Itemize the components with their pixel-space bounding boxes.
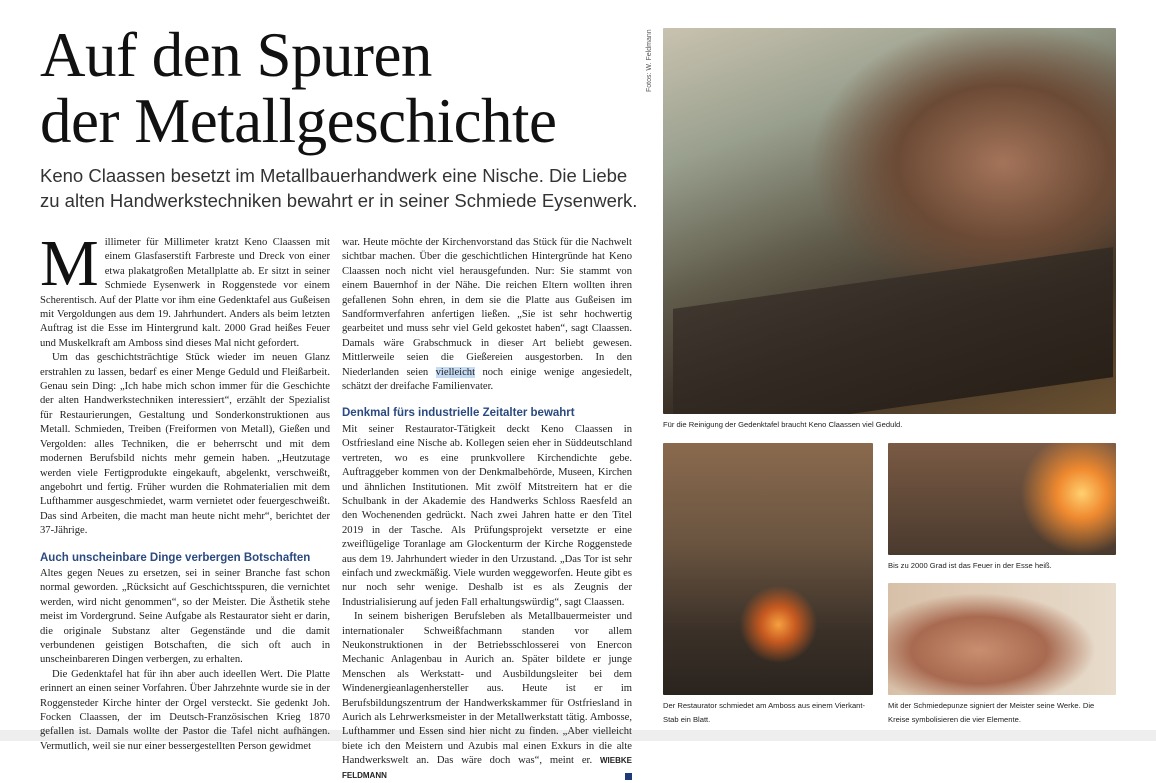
photo-anvil xyxy=(663,443,873,695)
caption-main: Für die Reinigung der Gedenktafel braucht Keno Claassen viel Geduld. xyxy=(663,420,903,429)
paragraph: Mit seiner Restaurator-Tätigkeit deckt Keno Claassen in Ostfriesland eine Nische ab. Kollegen seien eher in Süddeutschland vertreten, wo es eine prunkvollere Kirchendichte gebe. Auftraggeber kommen von der Denkmalbehörde, Museen, Kirchen und ähnlichen Institutionen. Mit zwölf Mitstreitern hat er die Schulbank in der Akademie des Handwerks Schloss Raesfeld an den Wochenenden gedrückt. Nach zwei Jahren hatte er den Titel 2019 in der Tasche. Als Prüfungsprojekt versetzte er eine zweiflügelige Toranlage am Glockenturm der Kirche Roggenstede aus dem 19. Jahrhundert wieder in den Urzustand. „Das Tor ist sehr einfach und zweckmäßig. Viele wurden weggeworfen. Heute gibt es nur noch sehr wenige. Deshalb ist es als Zeugnis der Industrialisierung auf jeden Fall erhaltungswürdig“, sagt Claassen. xyxy=(342,423,632,608)
article-column-2 xyxy=(342,236,632,783)
photo-forge xyxy=(888,443,1116,555)
paragraph xyxy=(342,236,632,394)
caption-anvil: Der Restaurator schmiedet am Amboss aus einem Vierkant-Stab ein Blatt. xyxy=(663,701,866,724)
paragraph-text: In seinem bisherigen Berufsleben als Metallbauermeister und internationaler Schweißfachmann standen vor allem Neukonstruktionen in der Betriebsschlosserei von Enercon Mechanic Anlagenbau in Aurich an. Später bildete er junge Menschen als Werkstatt- und Ausbildungsleiter bei dem Windenergieanlagenhersteller aus. Heute ist er im Berufsbildungszentrum der Handwerkskammer für Ostfriesland in Aurich als Lehrwerksmeister in der Metallwerkstatt tätig. Ambosse, Lufthammer und Essen sind hier nicht zu finden. „Aber vielleicht biete ich den Meistern und Azubis mal einen Exkurs in die alte Handwerkswelt an. Das wäre doch was“, meint er. xyxy=(342,611,632,767)
author-byline: WIEBKE FELDMANN xyxy=(342,756,632,780)
photo-main-gedenktafel xyxy=(663,28,1116,414)
caption-punch: Mit der Schmiedepunze signiert der Meister seine Werke. Die Kreise symbolisieren die vier Elemente. xyxy=(888,701,1095,724)
end-mark-icon xyxy=(625,773,632,780)
memorial-plaque-image xyxy=(673,247,1113,414)
paragraph-text: noch einige wenige angesiedelt, schätzt der dreifache Familienvater. xyxy=(342,366,632,393)
paragraph xyxy=(342,610,632,783)
caption-forge: Bis zu 2000 Grad ist das Feuer in der Esse heiß. xyxy=(888,561,1052,570)
section-heading: Auch unscheinbare Dinge verbergen Botschaften xyxy=(40,551,311,564)
article-column-1 xyxy=(40,227,330,754)
paragraph-text: war. Heute möchte der Kirchenvorstand das Stück für die Nachwelt sichtbar machen. Über die geschichtlichen Hintergründe hat Keno Claassen noch nicht viel herausgefunden. Nur: Sie stammt von einem Bauernhof in der Nähe. Die reichen Eltern wollten ihren gefallenen Sohn ehren, in dem sie die Platte aus Gußeisen im Sandformverfahren anfertigen ließen. „Sie ist sehr hochwertig gearbeitet und muss sehr viel Geld gekostet haben“, sagt Claassen. Damals wäre Grabschmuck in dieser Art beliebt gewesen. Mittlerweile seien die Gießereien ausgestorben. In den Niederlanden seien xyxy=(342,237,632,378)
photo-punch xyxy=(888,583,1116,695)
drop-cap: M xyxy=(40,227,99,300)
subtitle: Keno Claassen besetzt im Metallbauerhandwerk eine Nische. Die Liebe zu alten Handwerkstechniken bewahrt er in seiner Schmiede Eysenwerk. xyxy=(40,165,638,211)
selected-text[interactable]: vielleicht xyxy=(435,366,476,378)
paragraph: Um das geschichtsträchtige Stück wieder im neuen Glanz erstrahlen zu lassen, bedarf es einer Menge Geduld und Fleißarbeit. Genau sein Ding: „Ich habe mich schon immer für die Geschichte der alten Handwerkstechniken interessiert“, erzählt der Spezialist für Restaurierungen, Gestaltung und Sonderkonstruktionen aus Metall. Schmieden, Treiben (Freiformen von Metall), Gießen und Vergolden: alles Techniken, die er beherrscht und mit dem modernen Berufsbild nichts mehr gemein haben. „Heutzutage werden viele Fertigprodukte eingekauft, abgelenkt, verschweißt, angebohrt und fertig. Früher wurden die Rohmaterialien mit dem Lufthammer ausgeschmiedet, warm vernietet oder feuergeschweißt. Das sind Arbeiten, die macht man heute nicht mehr“, berichtet der 37-Jährige. xyxy=(40,352,330,537)
headline xyxy=(40,22,557,154)
paragraph xyxy=(40,227,330,351)
paragraph-text: illimeter für Millimeter kratzt Keno Claassen mit einem Glasfaserstift Farbreste und Dreck von einer etwa plakatgroßen Metallplatte ab. Er sitzt in seiner Schmiede Eysenwerk in Roggenstede vor einem Scherentisch. Auf der Platte vor ihm eine Gedenktafel aus Gußeisen mit Vergoldungen aus dem 19. Jahrhundert. Anders als beim letzten Auftrag ist die Esse im Hintergrund kalt. 2000 Grad heißes Feuer und Muskelkraft am Amboss sind dieses Mal nicht gefordert. xyxy=(40,237,330,349)
headline-line-1: Auf den Spuren xyxy=(40,20,432,90)
headline-line-2: der Metallgeschichte xyxy=(40,86,557,156)
photo-credit: Fotos: W. Feldmann xyxy=(646,29,653,92)
paragraph: Die Gedenktafel hat für ihn aber auch ideellen Wert. Die Platte erinnert an einen seiner Vorfahren. Über Jahrzehnte wurde sie in der Roggensteder Kirche hinter der Orgel versteckt. Sie gedenkt Joh. Focken Claassen, der im Deutsch-Französischen Krieg 1870 gefallen ist. Damals wollte der Pastor die Tafel nicht aufhängen. Vermutlich, weil sie nur einer bessergestellten Person gewidmet xyxy=(40,668,330,752)
paragraph: Altes gegen Neues zu ersetzen, sei in seiner Branche fast schon normal geworden. „Rücksicht auf Geschichtsspuren, die vernichtet werden, wird nicht genommen“, so der Meister. Die Ästhetik stehe meist im Vordergrund. Seine Aufgabe als Restaurator sieht er darin, die originale Substanz alter Gegenstände und die damit verbundenen geistigen Botschaften, die sich oft auch in unscheinbareren Dingen verbergen, zu erhalten. xyxy=(40,567,330,666)
section-heading: Denkmal fürs industrielle Zeitalter bewahrt xyxy=(342,407,575,420)
